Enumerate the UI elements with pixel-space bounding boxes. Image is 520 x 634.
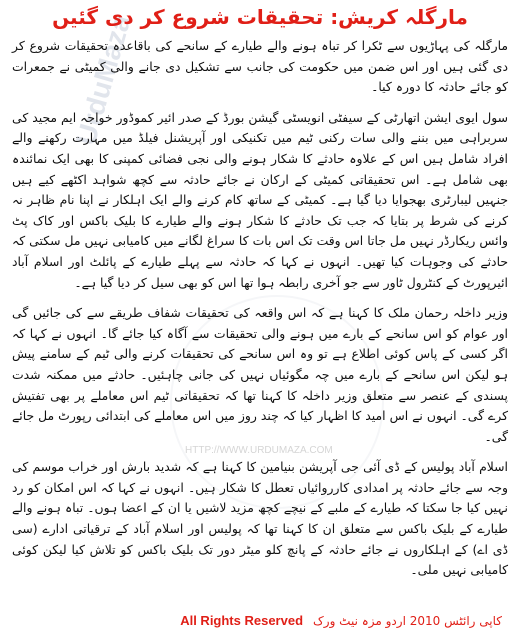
article-body [12,36,508,591]
watermark-logo: UrduMaza [70,11,137,149]
copyright-footer [20,613,502,628]
paragraph-3: وزیر داخلہ رحمان ملک کا کہنا ہے کہ اس واقعہ کی تحقیقات شفاف طریقے سے کی جائیں گی اور عوام کو اس سانحے کے بارے میں ہونے والی تحقیقات سے آگاہ کیا جائے گا۔ انہوں نے کہا کہ اگر کسی کے پاس کوئی اطلاع ہے تو وہ اس سانحے کی تحقیقات کرنے والی ٹیم کے سامنے پیش ہو لیکن اس سانحے کے بارے میں چہ مگوئیاں نہیں کی جانی چاہئیں۔ حادثے میں ممکنہ شدت پسندی کے عنصر سے متعلق وزیر داخلہ کا کہنا تھا کہ تحقیقاتی ٹیم اس معاملے پر بھی تفتیش کرے گی۔ انہوں نے اس امید کا اظہار کیا کہ چند روز میں اس معاملے کی ابتدائی رپورٹ مل جائے گی۔ [12,305,508,444]
paragraph-2: سول ایوی ایشن اتھارٹی کے سیفٹی انویسٹی گیشن بورڈ کے صدر ائیر کموڈور خواجہ ایم مجید کی سربراہی میں بننے والی سات رکنی ٹیم میں تکنیکی اور آپریشنل فیلڈ میں مہارت رکھنے والے افراد شامل ہیں اس کے علاوہ حادثے کا شکار ہونے والی نجی فضائی کمپنی کا بھی ایک نمائندہ بھی شامل ہے۔ اس تحقیقاتی کمیٹی کے ارکان نے جائے حادثہ سے کچھ شواہد اکٹھے کیے ہیں جنہیں لیبارٹری بھجوایا دیا گیا ہے۔ کمیٹی کے ساتھ کام کرنے والے ایک اہلکار نے اپنا نام ظاہر نہ کرنے کی شرط پر بتایا کہ جب تک حادثے کا شکار ہونے والے طیارے کا بلیک باکس اور کاک پٹ وائس ریکارڈر نہیں مل جاتا اس وقت تک اس بات کا سراغ لگانے میں کامیابی نہیں مل سکتی کہ حادثے کی وجوہات کیا تھیں۔ انہوں نے کہا کہ حادثہ سے پہلے طیارے کے پائلٹ اور اسلام آباد ائیرپورٹ کے کنٹرول ٹاور سے جو آخری رابطہ ہوا تھا اس کو بھی سیل کر دیا گیا ہے۔ [12,109,508,290]
paragraph-4: اسلام آباد پولیس کے ڈی آئی جی آپریشن بنیامین کا کہنا ہے کہ شدید بارش اور خراب موسم کی وجہ سے جائے حادثہ پر امدادی کارروائیاں تعطل کا شکار ہیں۔ انہوں نے کہا کہ اس امکان کو رد نہیں کیا جا سکتا کہ طیارے کے ملبے کے نیچے کچھ مزید لاشیں یا ان کے اعضا ہوں۔ تباہ ہونے والے طیارے کے بلیک باکس سے متعلق ان کا کہنا تھا کہ پولیس اور اسلام آباد کے ترقیاتی ادارے (سی ڈی اے) کے اہلکاروں نے جائے حادثہ کے پانچ کلو میٹر دور تک بلیک باکس کو تلاش کیا لیکن کوئی کامیابی نہیں ملی۔ [12,459,508,578]
article-title: مارگلہ کریش: تحقیقات شروع کر دی گئیں [52,5,468,29]
paragraph-1: مارگلہ کی پہاڑیوں سے ٹکرا کر تباہ ہونے والے طیارے کے سانحے کی باقاعدہ تحقیقات شروع کر دی گئی ہیں اور اس ضمن میں حکومت کی جانب سے تشکیل دی جانے والی کمیٹی نے جمعرات کو جائے حادثہ کا دورہ کیا۔ [12,38,508,95]
copyright-urdu: کاپی رائٹس 2010 اردو مزہ نیٹ ورک [313,613,502,628]
watermark-url: HTTP://WWW.URDUMAZA.COM [185,445,333,456]
copyright-english: All Rights Reserved [180,613,304,628]
